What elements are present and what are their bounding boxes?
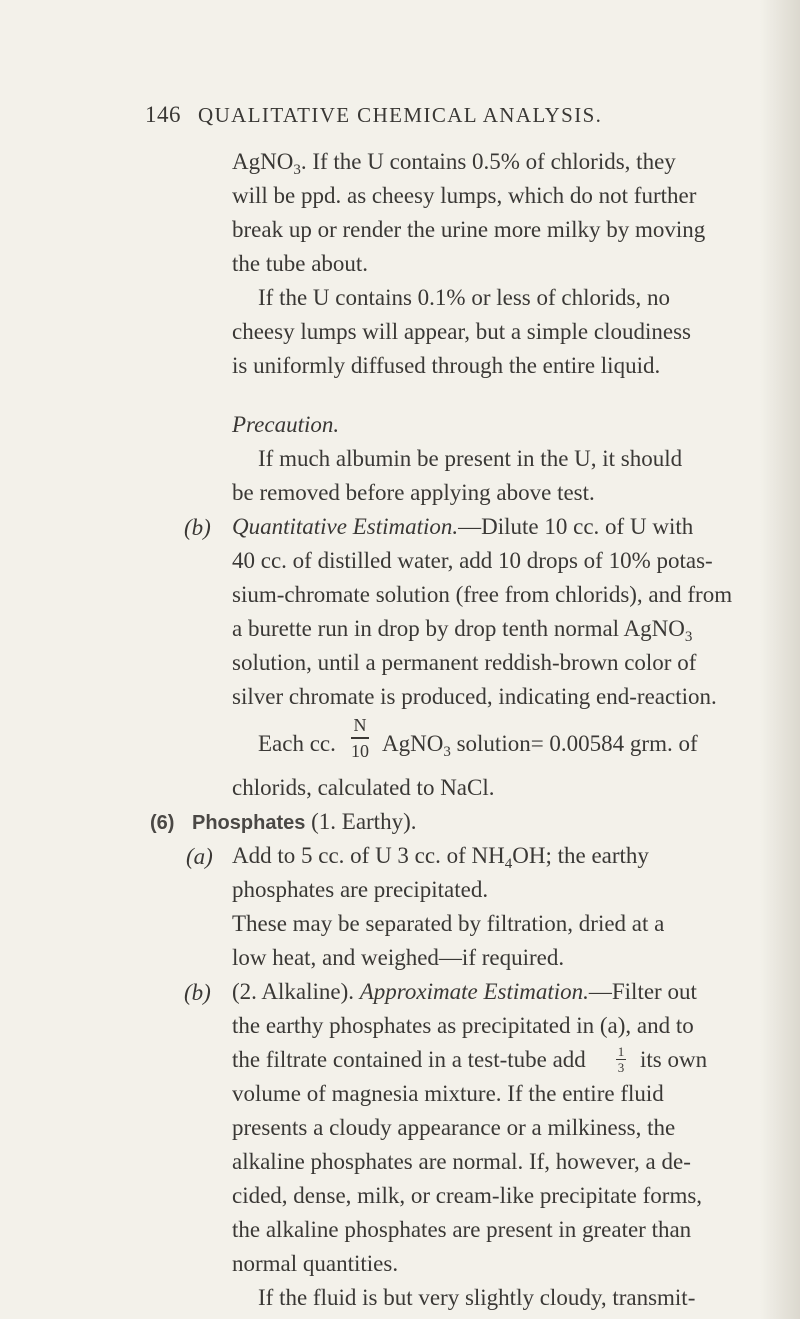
running-title: QUALITATIVE CHEMICAL ANALYSIS. [198,103,603,127]
text-line: be removed before applying above test. [232,480,595,505]
text-line: a burette run in drop by drop tenth normal AgNO$_3$ [232,616,693,645]
text-line: chlorids, calculated to NaCl. [232,775,495,800]
text-line: will be ppd. as cheesy lumps, which do not further [232,183,697,208]
text-line: Add to 5 cc. of U 3 cc. of $NH_4OH$; the earthy [232,843,649,872]
page-edge-shadow [760,0,800,1319]
section-heading-precaution: Precaution. [232,412,340,437]
text-line: presents a cloudy appearance or a milkiness, the [232,1115,676,1140]
text-line: volume of magnesia mixture. If the entire fluid [232,1081,664,1106]
text-line: If much albumin be present in the U, it should [258,446,683,471]
text-line: Each cc. [258,731,336,756]
text-line: cheesy lumps will appear, but a simple cloudiness [232,319,691,344]
text-line: phosphates are precipitated. [232,877,489,902]
section-heading-approximate: Approximate Estimation. [359,979,589,1004]
text-line: (2. Alkaline). Approximate Estimation.—Filter out [232,979,697,1004]
text-line: the tube about. [232,251,369,276]
text-line: is uniformly diffused through the entire liquid. [232,353,661,378]
fraction-denominator: 3 [617,1060,625,1075]
fraction-numerator: N [353,715,367,735]
fraction-numerator: 1 [617,1044,625,1059]
text-line: AgNO$_3$. If the U contains 0.5% of chlorids, they [232,149,676,178]
section-number: (6) [150,812,175,834]
page-header [0,102,800,142]
text-line: Quantitative Estimation.—Dilute 10 cc. of U with [232,514,694,539]
page-number: 146 [145,102,181,127]
fraction-bar [351,737,369,739]
text-line: If the fluid is but very slightly cloudy, transmit- [258,1285,696,1310]
text-line: Phosphates (1. Earthy). [192,809,417,834]
item-label: (a) [186,844,213,869]
item-label: (b) [184,515,211,540]
text-line: cided, dense, milk, or cream-like precipitate forms, [232,1183,703,1208]
text-line: the alkaline phosphates are present in greater than [232,1217,692,1242]
text-line: its own [640,1047,708,1072]
text-line: solution, until a permanent reddish-brown color of [232,650,697,675]
text-line: normal quantities. [232,1251,399,1276]
section-heading-phosphates: Phosphates [192,812,306,834]
text-line: 40 cc. of distilled water, add 10 drops of 10% potas- [232,548,713,573]
item-label: (b) [184,980,211,1005]
text-line: low heat, and weighed—if required. [232,945,565,970]
text-line: the filtrate contained in a test-tube add [232,1047,586,1072]
section-heading-quantitative: Quantitative Estimation. [232,514,459,539]
text-line: the earthy phosphates as precipitated in (a), and to [232,1013,694,1038]
fraction-denominator: 10 [351,741,369,761]
text-line: sium-chromate solution (free from chlorids), and from [232,582,733,607]
text-line: silver chromate is produced, indicating end-reaction. [232,684,717,709]
text-line: alkaline phosphates are normal. If, however, a de- [232,1149,691,1174]
text-line: If the U contains 0.1% or less of chlorids, no [258,285,671,310]
text-line: AgNO$_3$ solution= 0.00584 grm. of [382,731,698,760]
text-line: break up or render the urine more milky by moving [232,217,706,242]
text-line: These may be separated by filtration, dried at a [232,911,665,936]
